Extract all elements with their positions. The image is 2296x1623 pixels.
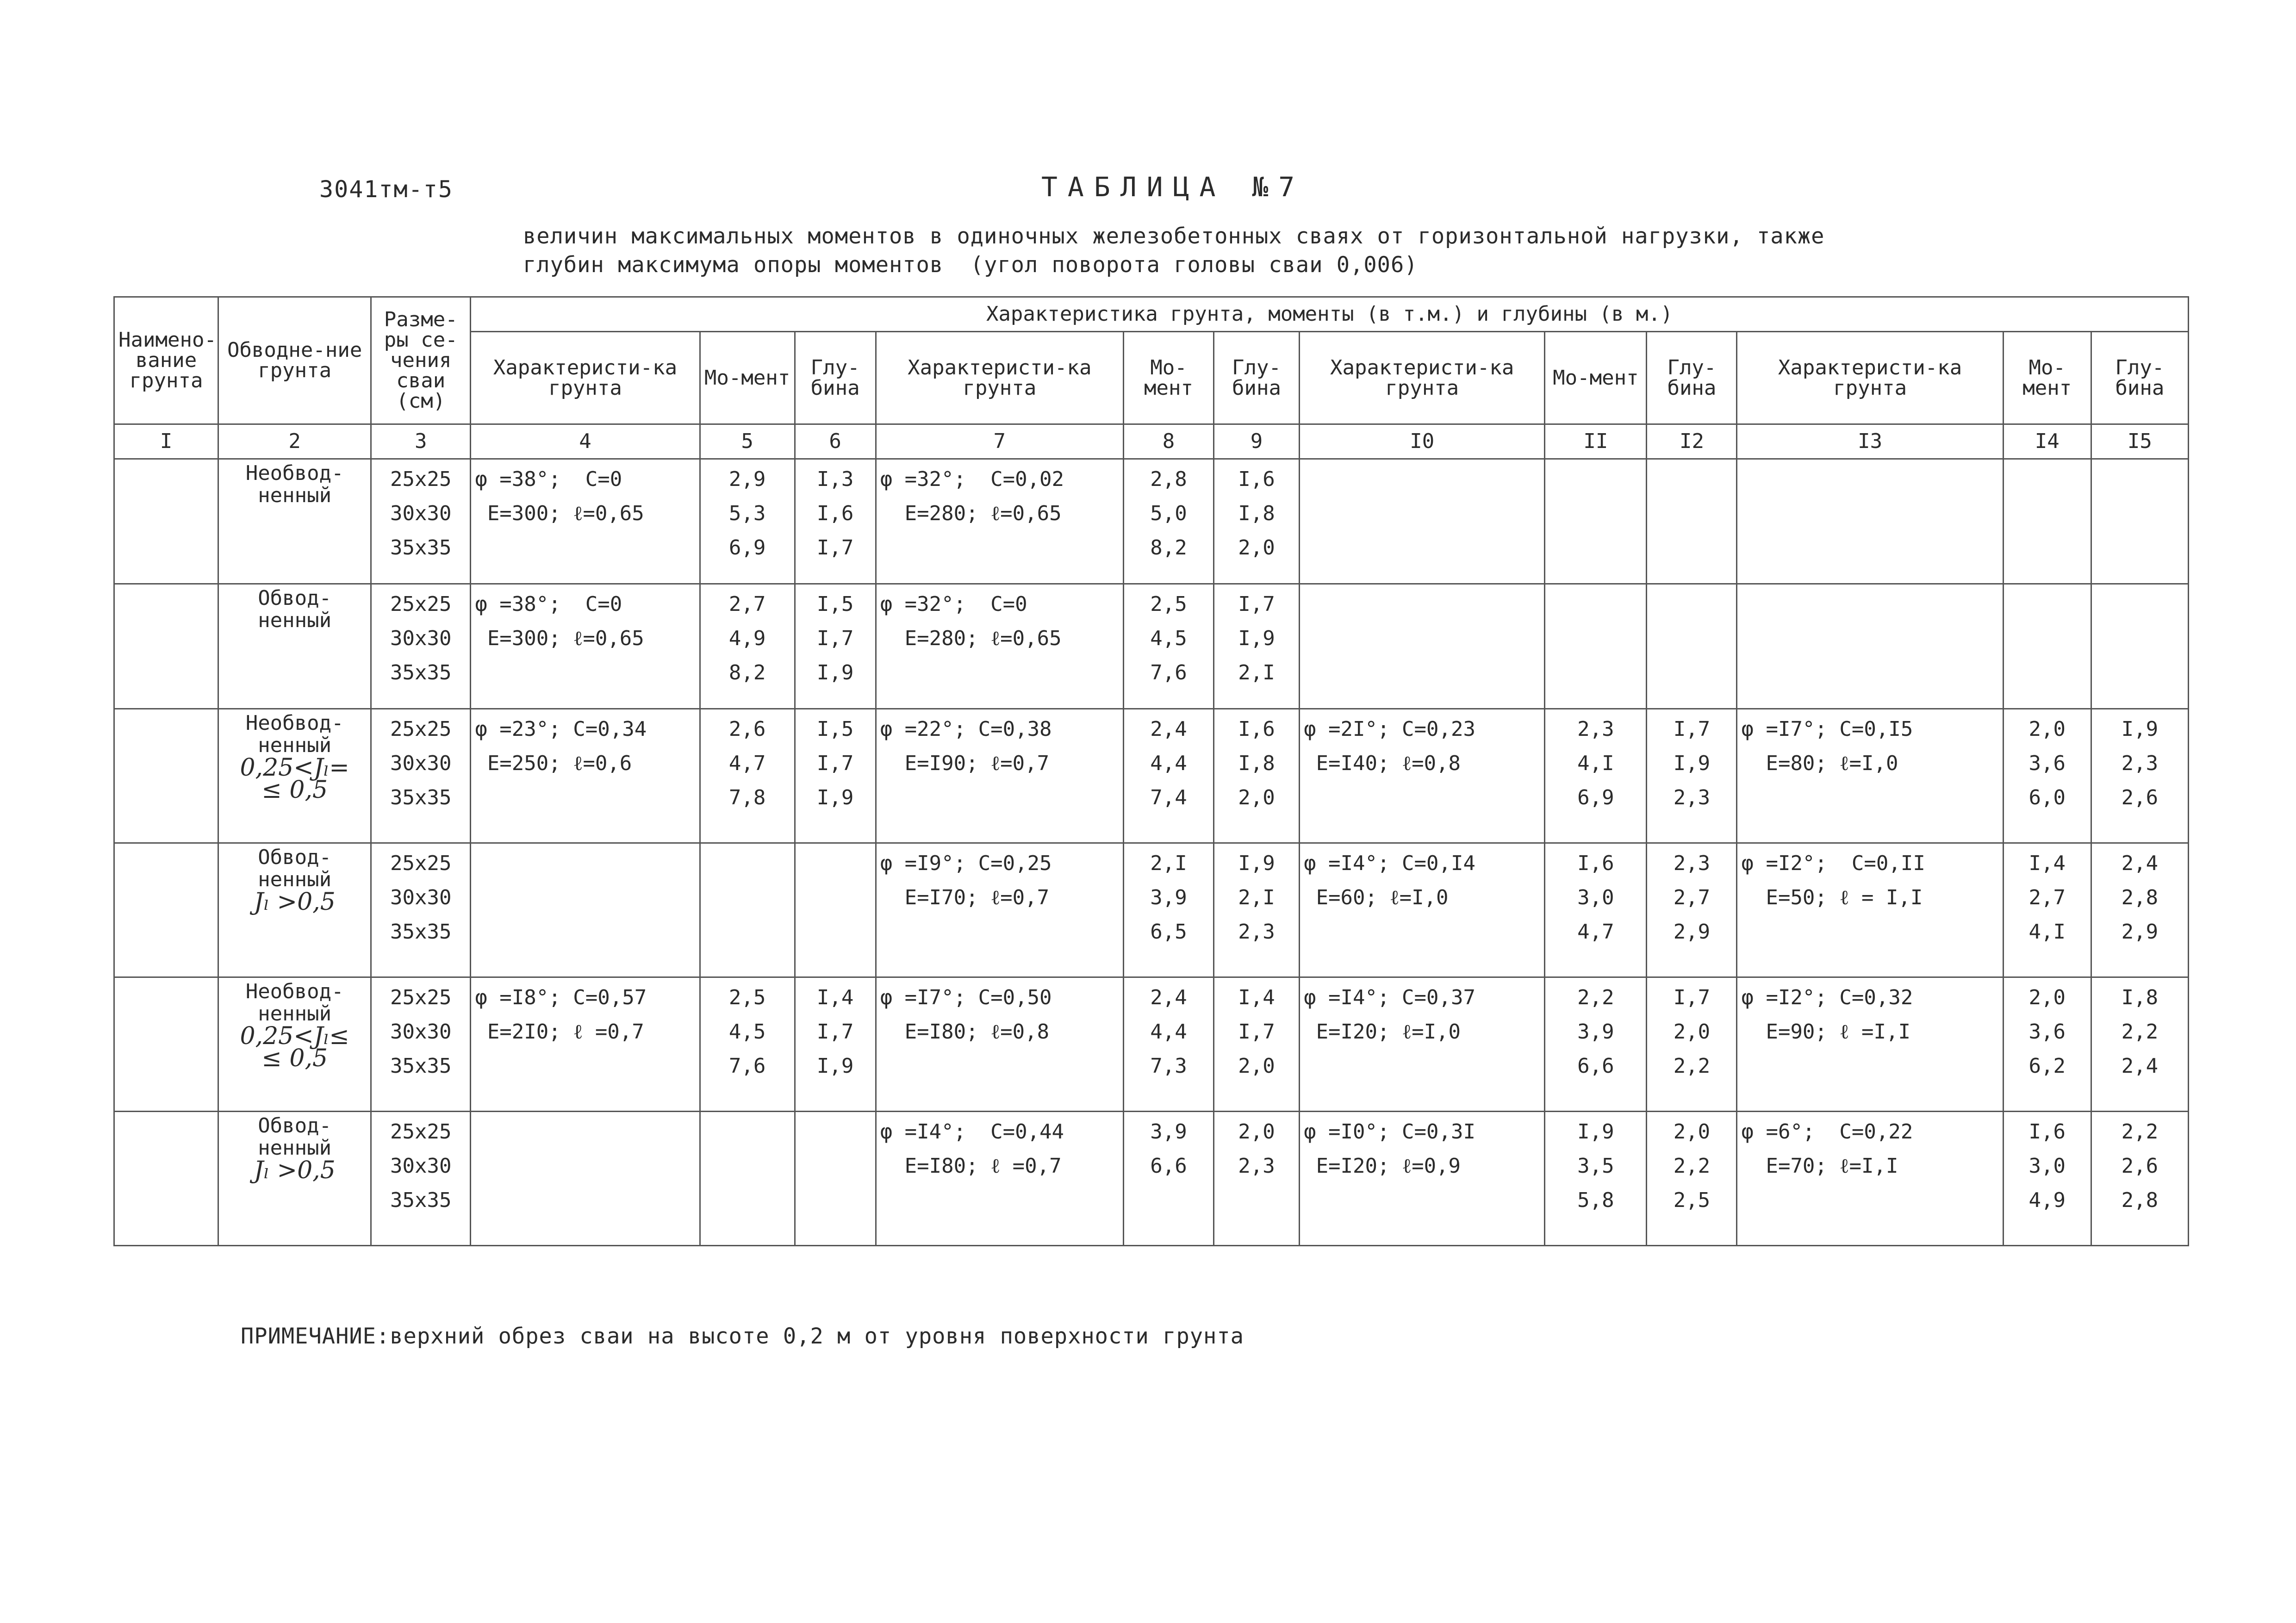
soil-characteristic-cell <box>1737 459 2003 584</box>
moment-cell <box>2003 459 2091 584</box>
watering-label: Необвод-ненный <box>245 711 344 757</box>
soil-characteristic-cell: φ =I2°; С=0,32 Е=90; ℓ =I,I <box>1737 977 2003 1112</box>
moment-cell <box>700 1112 795 1246</box>
moment-cell: 2,7 4,9 8,2 <box>700 584 795 709</box>
pile-size-cell: 25х25 30х30 35х35 <box>371 843 471 977</box>
liquidity-note: Jₗ >0,5 <box>254 888 336 916</box>
soil-characteristic-cell <box>471 843 700 977</box>
soil-characteristic-cell <box>471 1112 700 1246</box>
table-body <box>114 297 2189 1246</box>
table-title: ТАБЛИЦА №7 <box>1041 171 1305 203</box>
header-depth-4: Глу-бина <box>2091 332 2188 424</box>
column-number: 9 <box>1214 424 1300 459</box>
table-row <box>114 584 2189 709</box>
depth-cell <box>2091 459 2188 584</box>
watering-label: Обвод-ненный <box>258 586 332 632</box>
table-row <box>114 459 2189 584</box>
pile-size-cell: 25х25 30х30 35х35 <box>371 584 471 709</box>
pile-size-cell: 25х25 30х30 35х35 <box>371 977 471 1112</box>
document-code: 3041тм-т5 <box>319 176 453 203</box>
subtitle-line-2: глубин максимума опоры моментов (угол поворота головы сваи 0,006) <box>523 252 1418 278</box>
depth-cell: I,7 2,0 2,2 <box>1647 977 1737 1112</box>
column-numbers-row <box>114 424 2189 459</box>
depth-cell: 2,2 2,6 2,8 <box>2091 1112 2188 1246</box>
column-number: 7 <box>876 424 1123 459</box>
table-subtitle <box>523 222 1824 280</box>
depth-cell <box>1647 584 1737 709</box>
moment-cell <box>2003 584 2091 709</box>
watering-cell <box>218 1112 371 1246</box>
soil-characteristic-cell: φ =I7°; С=0,I5 Е=80; ℓ=I,0 <box>1737 709 2003 843</box>
header-moment-1: Мо-мент <box>700 332 795 424</box>
watering-cell <box>218 709 371 843</box>
soil-name-cell <box>114 977 218 1112</box>
watering-label: Необвод-ненный <box>245 461 344 507</box>
moment-cell: 2,5 4,5 7,6 <box>700 977 795 1112</box>
depth-cell: I,6 I,8 2,0 <box>1214 709 1300 843</box>
moment-cell: 2,5 4,5 7,6 <box>1123 584 1213 709</box>
soil-characteristic-cell: φ =I7°; С=0,50 Е=I80; ℓ=0,8 <box>876 977 1123 1112</box>
depth-cell: 2,0 2,2 2,5 <box>1647 1112 1737 1246</box>
watering-label: Необвод-ненный <box>245 980 344 1026</box>
column-number: 8 <box>1123 424 1213 459</box>
depth-cell: 2,3 2,7 2,9 <box>1647 843 1737 977</box>
soil-characteristic-cell: φ =32°; С=0,02 Е=280; ℓ=0,65 <box>876 459 1123 584</box>
header-depth-1: Глу-бина <box>795 332 876 424</box>
moment-cell <box>700 843 795 977</box>
header-char-3: Характеристи-ка грунта <box>1300 332 1545 424</box>
depth-cell: I,3 I,6 I,7 <box>795 459 876 584</box>
header-moment-3: Мо-мент <box>1545 332 1647 424</box>
watering-label: Обвод-ненный <box>258 1114 332 1160</box>
depth-cell: I,4 I,7 I,9 <box>795 977 876 1112</box>
column-number: 2 <box>218 424 371 459</box>
header-moment-2: Мо-мент <box>1123 332 1213 424</box>
soil-name-cell <box>114 459 218 584</box>
watering-cell <box>218 584 371 709</box>
pile-size-cell: 25х25 30х30 35х35 <box>371 1112 471 1246</box>
moment-cell <box>1545 584 1647 709</box>
soil-characteristic-cell: φ =32°; С=0 Е=280; ℓ=0,65 <box>876 584 1123 709</box>
column-number: I0 <box>1300 424 1545 459</box>
header-watering: Обводне-ние грунта <box>218 297 371 424</box>
soil-characteristic-cell: φ =23°; С=0,34 Е=250; ℓ=0,6 <box>471 709 700 843</box>
depth-cell <box>2091 584 2188 709</box>
moment-cell: 2,I 3,9 6,5 <box>1123 843 1213 977</box>
table-row <box>114 843 2189 977</box>
moment-cell: I,9 3,5 5,8 <box>1545 1112 1647 1246</box>
moment-cell: 2,2 3,9 6,6 <box>1545 977 1647 1112</box>
column-number: I3 <box>1737 424 2003 459</box>
moment-cell: 2,6 4,7 7,8 <box>700 709 795 843</box>
depth-cell <box>1647 459 1737 584</box>
column-number: 5 <box>700 424 795 459</box>
soil-characteristic-cell: φ =I2°; С=0,II Е=50; ℓ = I,I <box>1737 843 2003 977</box>
watering-cell <box>218 459 371 584</box>
depth-cell: 2,0 2,3 <box>1214 1112 1300 1246</box>
soil-characteristic-cell: φ =22°; С=0,38 Е=I90; ℓ=0,7 <box>876 709 1123 843</box>
moments-table <box>113 296 2189 1246</box>
column-number: I5 <box>2091 424 2188 459</box>
depth-cell: I,5 I,7 I,9 <box>795 709 876 843</box>
soil-characteristic-cell: φ =I4°; С=0,37 Е=I20; ℓ=I,0 <box>1300 977 1545 1112</box>
soil-characteristic-cell <box>1737 584 2003 709</box>
moment-cell: 3,9 6,6 <box>1123 1112 1213 1246</box>
soil-characteristic-cell: φ =I4°; С=0,I4 Е=60; ℓ=I,0 <box>1300 843 1545 977</box>
depth-cell: I,7 I,9 2,3 <box>1647 709 1737 843</box>
header-char-4: Характеристи-ка грунта <box>1737 332 2003 424</box>
depth-cell: 2,4 2,8 2,9 <box>2091 843 2188 977</box>
depth-cell <box>795 1112 876 1246</box>
soil-characteristic-cell: φ =I8°; С=0,57 Е=2I0; ℓ =0,7 <box>471 977 700 1112</box>
header-group-title: Характеристика грунта, моменты (в т.м.) и глубины (в м.) <box>471 297 2189 332</box>
column-number: I2 <box>1647 424 1737 459</box>
moment-cell: 2,8 5,0 8,2 <box>1123 459 1213 584</box>
pile-size-cell: 25х25 30х30 35х35 <box>371 709 471 843</box>
depth-cell: I,4 I,7 2,0 <box>1214 977 1300 1112</box>
column-number: I <box>114 424 218 459</box>
watering-cell <box>218 977 371 1112</box>
moment-cell: I,6 3,0 4,7 <box>1545 843 1647 977</box>
soil-characteristic-cell: φ =6°; С=0,22 Е=70; ℓ=I,I <box>1737 1112 2003 1246</box>
soil-name-cell <box>114 584 218 709</box>
column-number: 6 <box>795 424 876 459</box>
table-row <box>114 709 2189 843</box>
column-number: 3 <box>371 424 471 459</box>
liquidity-note: 0,25<Jₗ= ≤ 0,5 <box>240 754 349 804</box>
watering-label: Обвод-ненный <box>258 846 332 891</box>
header-char-2: Характеристи-ка грунта <box>876 332 1123 424</box>
soil-characteristic-cell: φ =2I°; С=0,23 Е=I40; ℓ=0,8 <box>1300 709 1545 843</box>
depth-cell: I,9 2,I 2,3 <box>1214 843 1300 977</box>
soil-characteristic-cell <box>1300 584 1545 709</box>
soil-name-cell <box>114 709 218 843</box>
column-number: II <box>1545 424 1647 459</box>
moment-cell: I,6 3,0 4,9 <box>2003 1112 2091 1246</box>
header-moment-4: Мо-мент <box>2003 332 2091 424</box>
liquidity-note: Jₗ >0,5 <box>254 1157 336 1184</box>
moment-cell: 2,4 4,4 7,4 <box>1123 709 1213 843</box>
soil-characteristic-cell: φ =38°; С=0 Е=300; ℓ=0,65 <box>471 584 700 709</box>
depth-cell: I,5 I,7 I,9 <box>795 584 876 709</box>
soil-characteristic-cell: φ =I4°; С=0,44 Е=I80; ℓ =0,7 <box>876 1112 1123 1246</box>
footnote: ПРИМЕЧАНИЕ:верхний обрез сваи на высоте 0,2 м от уровня поверхности грунта <box>241 1324 1244 1349</box>
subtitle-line-1: величин максимальных моментов в одиночных железобетонных сваях от горизонтальной нагрузки, также <box>523 224 1825 249</box>
header-row-group <box>114 297 2189 332</box>
header-char-1: Характеристи-ка грунта <box>471 332 700 424</box>
depth-cell: I,8 2,2 2,4 <box>2091 977 2188 1112</box>
pile-size-cell: 25х25 30х30 35х35 <box>371 459 471 584</box>
watering-cell <box>218 843 371 977</box>
table-row <box>114 1112 2189 1246</box>
column-number: I4 <box>2003 424 2091 459</box>
liquidity-note: 0,25<Jₗ≤ ≤ 0,5 <box>240 1022 349 1072</box>
moment-cell: 2,9 5,3 6,9 <box>700 459 795 584</box>
header-depth-3: Глу-бина <box>1647 332 1737 424</box>
depth-cell: I,9 2,3 2,6 <box>2091 709 2188 843</box>
moment-cell: 2,0 3,6 6,0 <box>2003 709 2091 843</box>
depth-cell <box>795 843 876 977</box>
moment-cell <box>1545 459 1647 584</box>
depth-cell: I,6 I,8 2,0 <box>1214 459 1300 584</box>
soil-name-cell <box>114 1112 218 1246</box>
soil-characteristic-cell <box>1300 459 1545 584</box>
moment-cell: I,4 2,7 4,I <box>2003 843 2091 977</box>
depth-cell: I,7 I,9 2,I <box>1214 584 1300 709</box>
soil-name-cell <box>114 843 218 977</box>
table-row <box>114 977 2189 1112</box>
header-soil-name: Наимено-вание грунта <box>114 297 218 424</box>
soil-characteristic-cell: φ =I9°; С=0,25 Е=I70; ℓ=0,7 <box>876 843 1123 977</box>
column-number: 4 <box>471 424 700 459</box>
header-pile-size: Разме-ры се-чения сваи (см) <box>371 297 471 424</box>
soil-characteristic-cell: φ =38°; С=0 Е=300; ℓ=0,65 <box>471 459 700 584</box>
header-depth-2: Глу-бина <box>1214 332 1300 424</box>
moment-cell: 2,3 4,I 6,9 <box>1545 709 1647 843</box>
moment-cell: 2,4 4,4 7,3 <box>1123 977 1213 1112</box>
soil-characteristic-cell: φ =I0°; С=0,3I Е=I20; ℓ=0,9 <box>1300 1112 1545 1246</box>
moment-cell: 2,0 3,6 6,2 <box>2003 977 2091 1112</box>
